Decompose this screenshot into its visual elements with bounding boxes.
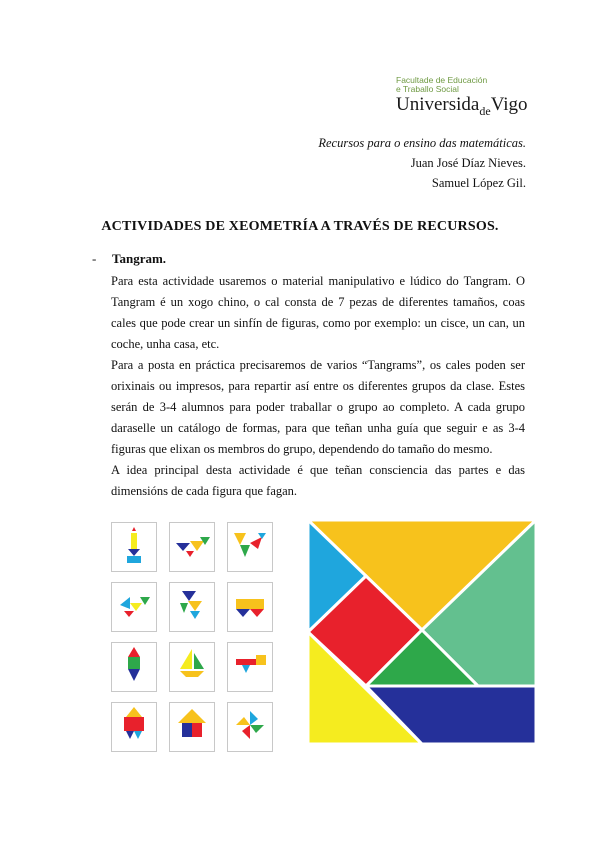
- figure-card: [169, 702, 215, 752]
- tangram-puzzle-image: [308, 520, 536, 744]
- figure-card: [227, 702, 273, 752]
- figure-card: [169, 522, 215, 572]
- paragraph-2: Para a posta en práctica precisaremos de varios “Tangrams”, os cales poden ser orixinais ou impresos, para repartir así entre os diferentes grupos da clase. Estes serán de 3-4 alumnos para poder traballar o grupo ao completo. A cada grupo daraselle un catálogo de formas, para que teñan unha guía que seguir e as 3-4 figuras que elixan os membros do grupo, dependendo do tamaño do mesmo.: [111, 358, 525, 456]
- page-title: ACTIVIDADES DE XEOMETRÍA A TRAVÉS DE RECURSOS.: [101, 219, 499, 234]
- resource-line: Recursos para o ensino das matemáticas.: [318, 136, 526, 150]
- figure-card: [169, 642, 215, 692]
- university-name-de: de: [479, 104, 491, 118]
- figure-card: [111, 522, 157, 572]
- figure-card: [111, 702, 157, 752]
- figure-card: [111, 582, 157, 632]
- figure-card: [169, 582, 215, 632]
- author-1: Juan José Díaz Nieves.: [410, 156, 526, 170]
- university-name: [396, 95, 536, 116]
- university-name-part1: Universida: [396, 94, 480, 115]
- paragraph-3: A idea principal desta actividade é que teñan consciencia das partes e das dimensións de cada figura que fagan.: [111, 463, 525, 498]
- paragraph-1: Para esta actividade usaremos o material manipulativo e lúdico do Tangram. O Tangram é un xogo chino, o cal consta de 7 pezas de diferentes tamaños, coas cales que pode crear un sinfín de figuras, como por exemplo: un cisce, un can, un coche, unha casa, etc.: [111, 274, 525, 351]
- faculty-name-line2: e Traballo Social: [396, 84, 459, 94]
- faculty-name-line1: Facultade de Educación: [396, 75, 488, 85]
- figure-card: [227, 582, 273, 632]
- list-bullet: -: [92, 251, 97, 266]
- tangram-figures-catalog-image: [111, 522, 273, 754]
- author-2: Samuel López Gil.: [431, 176, 526, 190]
- figure-card: [111, 642, 157, 692]
- university-name-part2: Vigo: [490, 94, 528, 115]
- figure-card: [227, 522, 273, 572]
- university-logo: [396, 76, 536, 128]
- figure-card: [227, 642, 273, 692]
- section-heading: Tangram.: [112, 251, 167, 266]
